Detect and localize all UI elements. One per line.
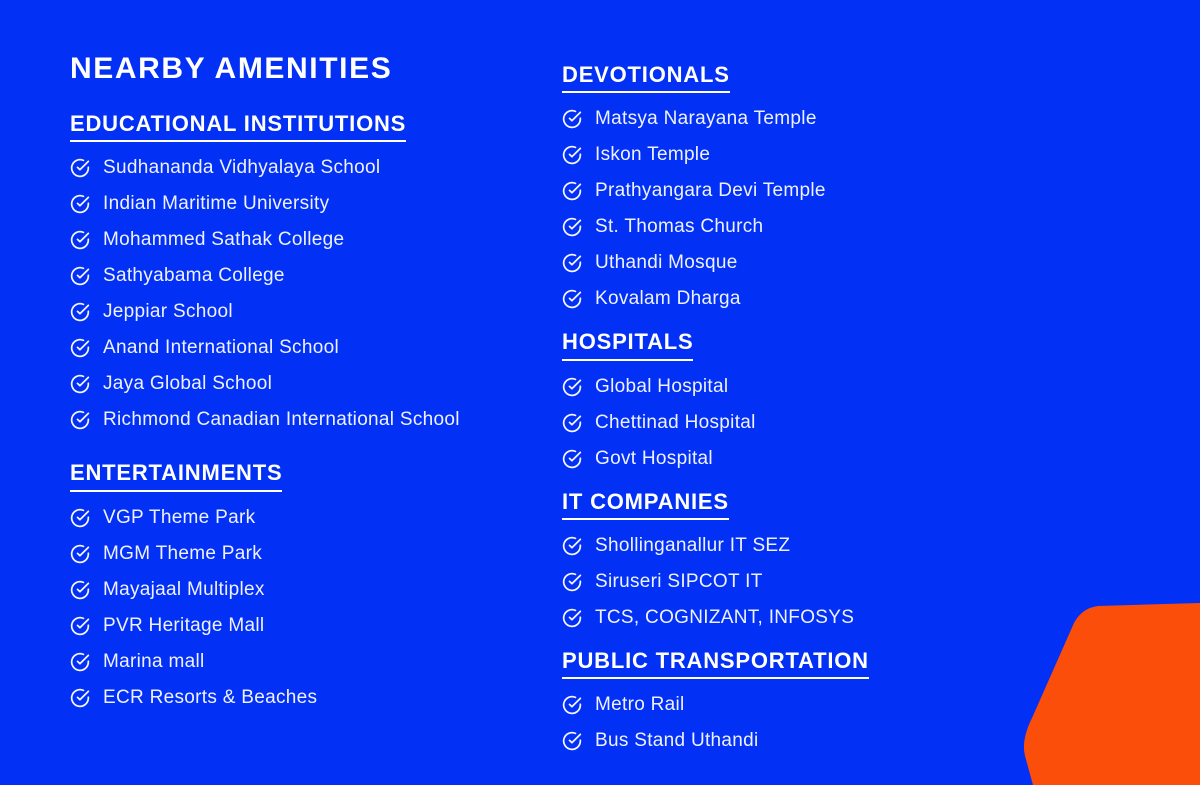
check-circle-icon [562,449,582,469]
check-circle-icon [70,338,90,358]
list-item [70,186,562,222]
check-circle-icon [70,194,90,214]
right-column [562,0,869,771]
amenity-label: St. Thomas Church [595,216,764,238]
check-circle-icon [70,230,90,250]
section-title: EDUCATIONAL INSTITUTIONS [70,111,406,142]
amenity-list [70,150,562,438]
amenity-list [562,369,869,477]
amenity-list [70,500,562,716]
check-circle-icon [70,374,90,394]
list-item [70,222,562,258]
list-item [70,500,562,536]
amenity-label: Global Hospital [595,375,729,397]
list-item [562,281,869,317]
left-column [0,0,562,771]
check-circle-icon [562,695,582,715]
list-item [70,572,562,608]
check-circle-icon [562,572,582,592]
amenity-label: Sudhananda Vidhyalaya School [103,157,381,179]
amenity-label: Iskon Temple [595,144,711,166]
amenities-section [562,329,869,476]
amenities-section [562,489,869,636]
check-circle-icon [562,377,582,397]
left-sections [70,111,562,716]
amenity-label: Jaya Global School [103,373,273,395]
section-title: PUBLIC TRANSPORTATION [562,648,869,679]
check-circle-icon [562,145,582,165]
list-item [70,258,562,294]
amenity-label: ECR Resorts & Beaches [103,686,318,708]
amenity-label: Prathyangara Devi Temple [595,180,826,202]
section-title: ENTERTAINMENTS [70,460,282,491]
list-item [70,644,562,680]
list-item [70,150,562,186]
page-title: NEARBY AMENITIES [70,52,393,85]
amenity-label: MGM Theme Park [103,542,263,564]
check-circle-icon [70,580,90,600]
check-circle-icon [70,266,90,286]
section-title: HOSPITALS [562,329,693,360]
check-circle-icon [562,109,582,129]
right-sections [562,62,869,759]
list-item [562,405,869,441]
amenity-label: Marina mall [103,650,205,672]
amenities-section [70,460,562,715]
list-item [70,536,562,572]
check-circle-icon [562,413,582,433]
list-item [562,528,869,564]
check-circle-icon [562,731,582,751]
amenities-section [562,648,869,759]
amenities-section [70,111,562,438]
amenity-label: Metro Rail [595,694,685,716]
amenity-label: Siruseri SIPCOT IT [595,570,763,592]
check-circle-icon [562,253,582,273]
list-item [70,680,562,716]
amenity-label: Sathyabama College [103,265,285,287]
section-title: DEVOTIONALS [562,62,730,93]
list-item [70,608,562,644]
list-item [562,137,869,173]
list-item [562,723,869,759]
amenity-label: Matsya Narayana Temple [595,108,817,130]
check-circle-icon [70,508,90,528]
amenity-label: PVR Heritage Mall [103,614,265,636]
check-circle-icon [70,302,90,322]
amenity-label: Mohammed Sathak College [103,229,345,251]
list-item [562,564,869,600]
amenity-list [562,528,869,636]
check-circle-icon [70,652,90,672]
list-item [70,366,562,402]
amenity-label: TCS, COGNIZANT, INFOSYS [595,606,855,628]
amenity-label: Uthandi Mosque [595,252,738,274]
check-circle-icon [70,688,90,708]
amenity-label: Kovalam Dharga [595,288,741,310]
list-item [70,402,562,438]
check-circle-icon [562,217,582,237]
check-circle-icon [562,536,582,556]
list-item [562,687,869,723]
amenity-label: Richmond Canadian International School [103,409,460,431]
amenities-section [562,62,869,317]
list-item [70,330,562,366]
list-item [562,245,869,281]
amenity-list [562,101,869,317]
check-circle-icon [562,608,582,628]
amenity-label: Anand International School [103,337,339,359]
section-title: IT COMPANIES [562,489,729,520]
list-item [562,101,869,137]
check-circle-icon [70,410,90,430]
check-circle-icon [562,181,582,201]
amenity-label: Mayajaal Multiplex [103,578,265,600]
list-item [562,173,869,209]
amenity-label: Indian Maritime University [103,193,330,215]
amenity-label: Jeppiar School [103,301,233,323]
check-circle-icon [70,616,90,636]
list-item [562,209,869,245]
list-item [562,369,869,405]
amenity-label: Chettinad Hospital [595,411,756,433]
list-item [562,600,869,636]
check-circle-icon [70,158,90,178]
amenity-label: VGP Theme Park [103,506,256,528]
list-item [562,441,869,477]
amenity-label: Govt Hospital [595,447,713,469]
check-circle-icon [562,289,582,309]
amenity-label: Bus Stand Uthandi [595,730,759,752]
check-circle-icon [70,544,90,564]
list-item [70,294,562,330]
amenity-list [562,687,869,759]
amenity-label: Shollinganallur IT SEZ [595,534,791,556]
